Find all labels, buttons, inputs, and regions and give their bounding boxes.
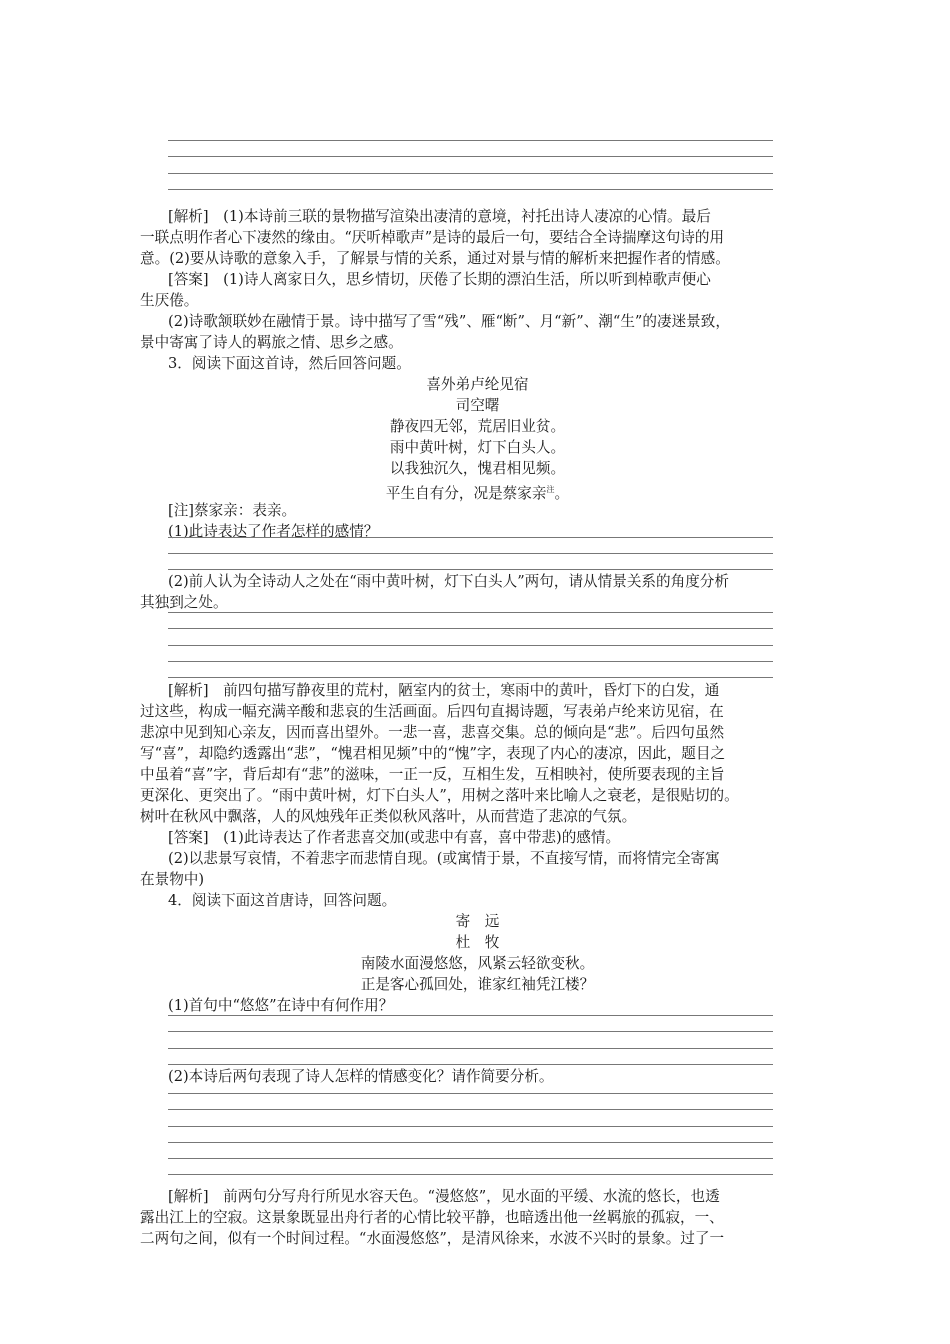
analysis-text: 意。(2)要从诗歌的意象入手，了解景与情的关系，通过对景与情的解析来把握作者的情感。 — [140, 250, 730, 267]
poem-line: 雨中黄叶树，灯下白头人。 — [389, 439, 566, 456]
poem-line: 正是客心孤回处，谁家红袖凭江楼？ — [360, 976, 595, 993]
answer-line[interactable] — [168, 1015, 773, 1016]
poem-line-text: 平生自有分，况是蔡家亲 — [385, 485, 547, 502]
note-marker: 注 — [546, 485, 555, 494]
answer-line[interactable] — [168, 569, 773, 570]
poem-title: 喜外弟卢纶见宿 — [426, 376, 529, 393]
answer-line[interactable] — [168, 173, 773, 174]
analysis-text: 露出江上的空寂。这景象既显出舟行者的心情比较平静，也暗透出他一丝羁旅的孤寂，一、 — [140, 1209, 724, 1226]
answer-line[interactable] — [168, 1064, 773, 1065]
answer-line[interactable] — [168, 1031, 773, 1032]
answer-line[interactable] — [168, 1158, 773, 1159]
answer-line[interactable] — [168, 645, 773, 646]
answer-text: (2)以悲景写哀情，不着悲字而悲情自现。(或寓情于景，不直接写情，而将情完全寄寓 — [168, 850, 720, 867]
analysis-text: 写“喜”，却隐约透露出“悲”，“愧君相见频”中的“愧”字，表现了内心的凄凉，因此，题目之 — [140, 745, 726, 762]
answer-line[interactable] — [168, 628, 773, 629]
analysis-text: 一联点明作者心下凄然的缘由。“厌听棹歌声”是诗的最后一句，要结合全诗揣摩这句诗的用 — [140, 229, 725, 246]
answer-line[interactable] — [168, 661, 773, 662]
answer-line[interactable] — [168, 189, 773, 190]
answer-line[interactable] — [168, 1093, 773, 1094]
question-prompt: 3．阅读下面这首诗，然后回答问题。 — [168, 355, 411, 372]
sub-question: 其独到之处。 — [140, 594, 228, 611]
note-text: [注]蔡家亲：表亲。 — [168, 502, 297, 519]
answer-line[interactable] — [168, 677, 773, 678]
poem-line: 平生自有分，况是蔡家亲$^注$。 — [385, 485, 570, 502]
answer-text: 在景物中) — [140, 871, 205, 888]
poem-author: 司空曙 — [455, 397, 500, 414]
poem-line: 静夜四无邻，荒居旧业贫。 — [389, 418, 566, 435]
sub-question: (1)此诗表达了作者怎样的感情？ — [168, 523, 379, 540]
answer-line[interactable] — [168, 1109, 773, 1110]
analysis-text: [解析] (1)本诗前三联的景物描写渲染出凄清的意境，衬托出诗人凄凉的心情。最后 — [168, 208, 711, 225]
sub-question: (2)前人认为全诗动人之处在“雨中黄叶树，灯下白头人”两句，请从情景关系的角度分析 — [168, 573, 729, 590]
analysis-text: 更深化、更突出了。“雨中黄叶树，灯下白头人”，用树之落叶来比喻人之衰老，是很贴切的。 — [140, 787, 739, 804]
answer-text: (2)诗歌颔联妙在融情于景。诗中描写了雪“残”、雁“断”、月“新”、潮“生”的凄迷景致， — [168, 313, 730, 330]
answer-text: 景中寄寓了诗人的羁旅之情、思乡之感。 — [140, 334, 403, 351]
analysis-text: [解析] 前四句描写静夜里的荒村，陋室内的贫士，寒雨中的黄叶，昏灯下的白发，通 — [168, 682, 720, 699]
analysis-text: 二两句之间，似有一个时间过程。“水面漫悠悠”，是清风徐来，水波不兴时的景象。过了一 — [140, 1230, 725, 1247]
sub-question: (1)首句中“悠悠”在诗中有何作用？ — [168, 997, 394, 1014]
answer-line[interactable] — [168, 1126, 773, 1127]
answer-text: 生厌倦。 — [140, 292, 199, 309]
answer-line[interactable] — [168, 140, 773, 141]
answer-line[interactable] — [168, 1048, 773, 1049]
answer-line[interactable] — [168, 156, 773, 157]
answer-line[interactable] — [168, 1142, 773, 1143]
poem-line: 以我独沉久，愧君相见频。 — [389, 460, 566, 477]
answer-text: [答案] (1)此诗表达了作者悲喜交加(或悲中有喜，喜中带悲)的感情。 — [168, 829, 621, 846]
poem-line: 南陵水面漫悠悠，风紧云轻欲变秋。 — [360, 955, 595, 972]
analysis-text: 中虽着“喜”字，背后却有“悲”的滋味，一正一反，互相生发，互相映衬，使所要表现的主旨 — [140, 766, 725, 783]
answer-text: [答案] (1)诗人离家日久，思乡情切，厌倦了长期的漂泊生活，所以听到棹歌声便心 — [168, 271, 711, 288]
question-prompt: 4．阅读下面这首唐诗，回答问题。 — [168, 892, 397, 909]
poem-author: 杜 牧 — [455, 934, 500, 951]
analysis-text: 过这些，构成一幅充满辛酸和悲哀的生活画面。后四句直揭诗题，写表弟卢纶来访见宿，在 — [140, 703, 724, 720]
poem-title: 寄 远 — [455, 913, 500, 930]
sub-question: (2)本诗后两句表现了诗人怎样的情感变化？请作简要分析。 — [168, 1068, 554, 1085]
analysis-text: 悲凉中见到知心亲友，因而喜出望外。一悲一喜，悲喜交集。总的倾向是“悲”。后四句虽然 — [140, 724, 725, 741]
answer-line[interactable] — [168, 553, 773, 554]
analysis-text: 树叶在秋风中飘落，人的风烛残年正类似秋风落叶，从而营造了悲凉的气氛。 — [140, 808, 637, 825]
answer-line[interactable] — [168, 612, 773, 613]
analysis-text: [解析] 前两句分写舟行所见水容天色。“漫悠悠”，见水面的平缓、水流的悠长，也透 — [168, 1188, 720, 1205]
answer-line[interactable] — [168, 537, 773, 538]
answer-line[interactable] — [168, 1174, 773, 1175]
